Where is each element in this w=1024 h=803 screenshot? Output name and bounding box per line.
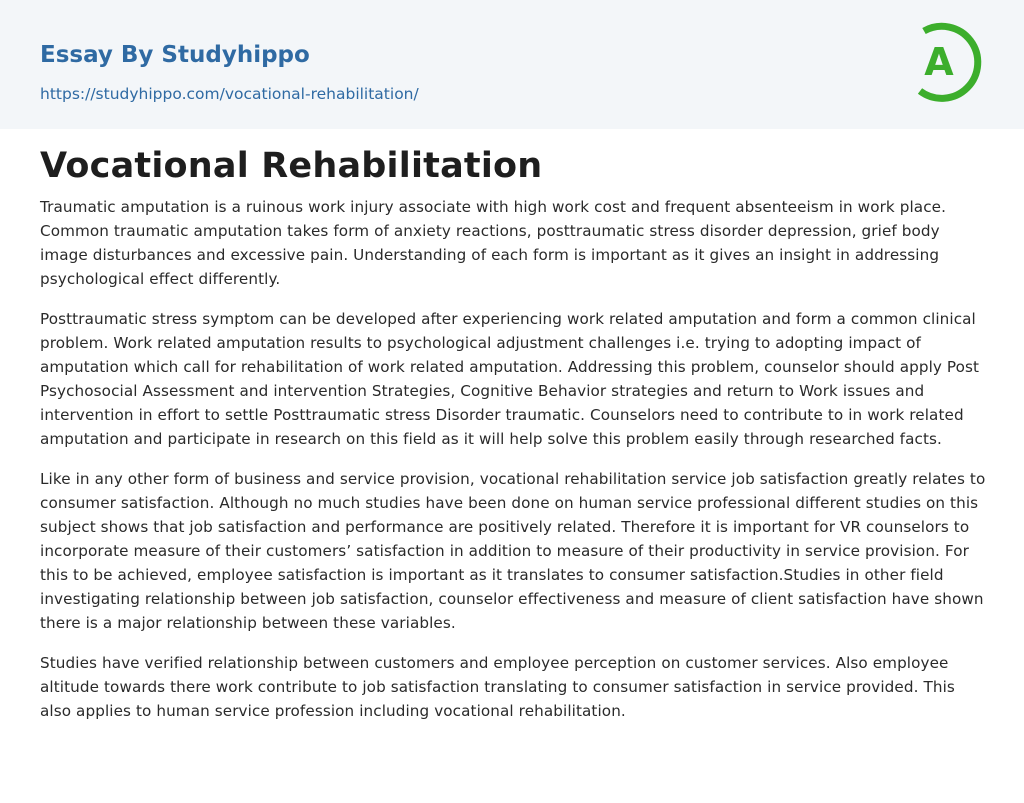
essay-paragraph: Like in any other form of business and service provision, vocational rehabilitation service job satisfaction greatly relates to consumer satisfaction. Although no much studies have been done on human service professional different studies on this subject shows that job satisfaction and performance are positively related. Therefore it is important for VR counselors to incorporate measure of their customers’ satisfaction in addition to measure of their productivity in service provision. For this to be achieved, employee satisfaction is important as it translates to consumer satisfaction.Studies in other field investigating relationship between job satisfaction, counselor effectiveness and measure of client satisfaction have shown there is a major relationship between these variables. bbox=[40, 470, 986, 632]
essay-title: Vocational Rehabilitation bbox=[40, 146, 543, 186]
logo-letter: A bbox=[924, 40, 954, 84]
studyhippo-logo-icon[interactable] bbox=[908, 19, 988, 105]
essay-paragraph: Studies have verified relationship between customers and employee perception on customer services. Also employee altitude towards there work contribute to job satisfaction translating to consumer satisfaction in service provided. This also applies to human service profession including vocational rehabilitation. bbox=[40, 654, 955, 720]
essay-body bbox=[40, 195, 990, 739]
site-brand[interactable]: Essay By Studyhippo bbox=[40, 42, 310, 68]
site-header bbox=[0, 0, 1024, 129]
essay-paragraph: Traumatic amputation is a ruinous work injury associate with high work cost and frequent absenteeism in work place. Common traumatic amputation takes form of anxiety reactions, posttraumatic stress disorder depression, grief body image disturbances and excessive pain. Understanding of each form is important as it gives an insight in addressing psychological effect differently. bbox=[40, 198, 947, 288]
essay-url-link[interactable]: https://studyhippo.com/vocational-rehabilitation/ bbox=[40, 85, 419, 103]
essay-paragraph: Posttraumatic stress symptom can be developed after experiencing work related amputation and form a common clinical problem. Work related amputation results to psychological adjustment challenges i.e. trying to adopting impact of amputation which call for rehabilitation of work related amputation. Addressing this problem, counselor should apply Post Psychosocial Assessment and intervention Strategies, Cognitive Behavior strategies and return to Work issues and intervention in effort to settle Posttraumatic stress Disorder traumatic. Counselors need to contribute to in work related amputation and participate in research on this field as it will help solve this problem easily through researched facts. bbox=[40, 310, 980, 448]
